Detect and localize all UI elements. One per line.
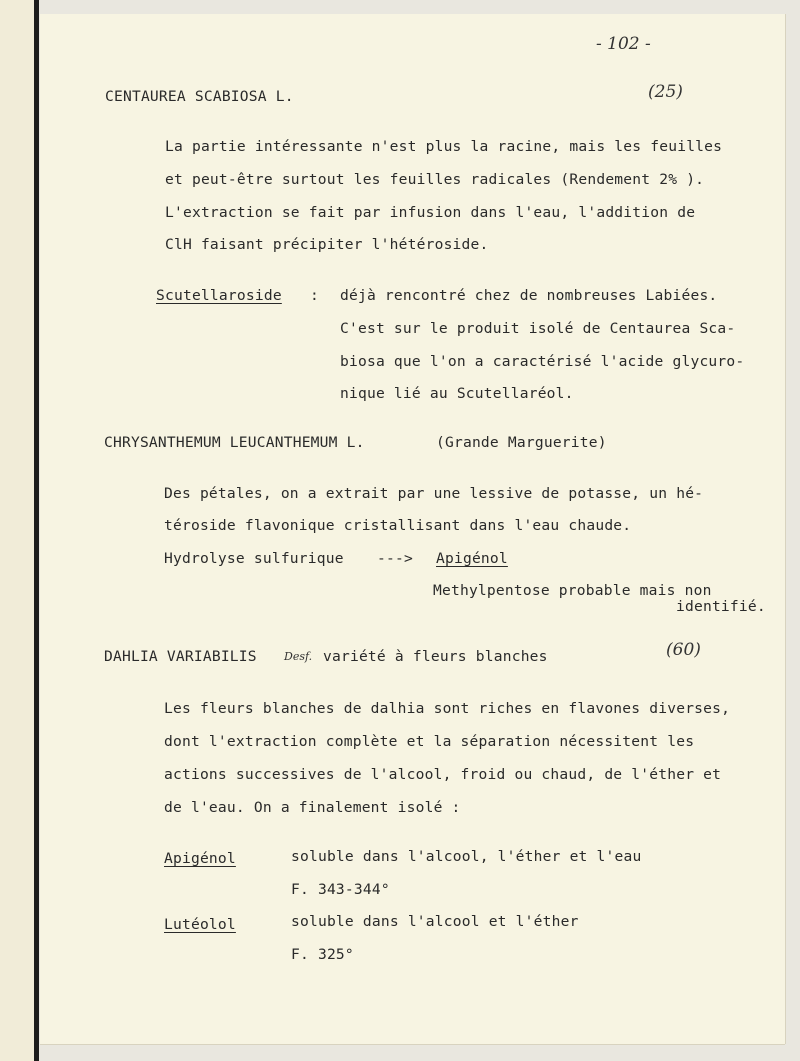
paragraph-line: Des pétales, on a extrait par une lessive de potasse, un hé- (164, 485, 704, 502)
hydrolysis-product: Apigénol (436, 550, 508, 567)
hydrolysis-note: identifié. (676, 598, 766, 615)
compound-description-line: C'est sur le produit isolé de Centaurea Sca- (340, 320, 736, 337)
reference-note-60: (60) (666, 640, 701, 660)
heading-dahlia: DAHLIA VARIABILIS (104, 648, 257, 665)
paragraph-line: actions successives de l'alcool, froid ou chaud, de l'éther et (164, 766, 722, 783)
compound-separator: : (310, 287, 319, 304)
paragraph-line: Les fleurs blanches de dalhia sont riches en flavones diverses, (164, 700, 731, 717)
document-page (40, 14, 785, 1044)
paragraph-line: de l'eau. On a finalement isolé : (164, 799, 461, 816)
compound-description-line: biosa que l'on a caractérisé l'acide glycuro- (340, 353, 745, 370)
hydrolysis-note: Methylpentose probable mais non (433, 582, 712, 599)
paragraph-line: La partie intéressante n'est plus la racine, mais les feuilles (165, 138, 723, 155)
common-name: (Grande Marguerite) (436, 434, 607, 451)
paragraph-line: téroside flavonique cristallisant dans l'eau chaude. (164, 517, 632, 534)
page-number: - 102 - (596, 34, 651, 54)
reaction-arrow: ---> (377, 550, 413, 567)
compound-description-line: déjà rencontré chez de nombreuses Labiées. (340, 287, 718, 304)
paragraph-line: dont l'extraction complète et la séparation nécessitent les (164, 733, 695, 750)
binding-edge (34, 0, 39, 1061)
melting-point: F. 325° (291, 946, 354, 963)
paragraph-line: ClH faisant précipiter l'hétéroside. (165, 236, 489, 253)
heading-centaurea: CENTAUREA SCABIOSA L. (105, 88, 294, 105)
melting-point: F. 343-344° (291, 881, 390, 898)
variety-subtitle: variété à fleurs blanches (323, 648, 548, 665)
author-abbreviation: Desf. (284, 650, 313, 663)
adjacent-page-edge (0, 0, 36, 1061)
paragraph-line: et peut-être surtout les feuilles radicales (Rendement 2% ). (165, 171, 705, 188)
compound-solubility: soluble dans l'alcool, l'éther et l'eau (291, 848, 642, 865)
heading-chrysanthemum: CHRYSANTHEMUM LEUCANTHEMUM L. (104, 434, 365, 451)
compound-description-line: nique lié au Scutellaréol. (340, 385, 574, 402)
compound-name-luteolol: Lutéolol (164, 916, 236, 933)
compound-name-apigenol: Apigénol (164, 850, 236, 867)
compound-solubility: soluble dans l'alcool et l'éther (291, 913, 579, 930)
paragraph-line: L'extraction se fait par infusion dans l'eau, l'addition de (165, 204, 696, 221)
reference-note-25: (25) (648, 82, 683, 102)
hydrolysis-label: Hydrolyse sulfurique (164, 550, 344, 567)
compound-name-scutellaroside: Scutellaroside (156, 287, 282, 304)
